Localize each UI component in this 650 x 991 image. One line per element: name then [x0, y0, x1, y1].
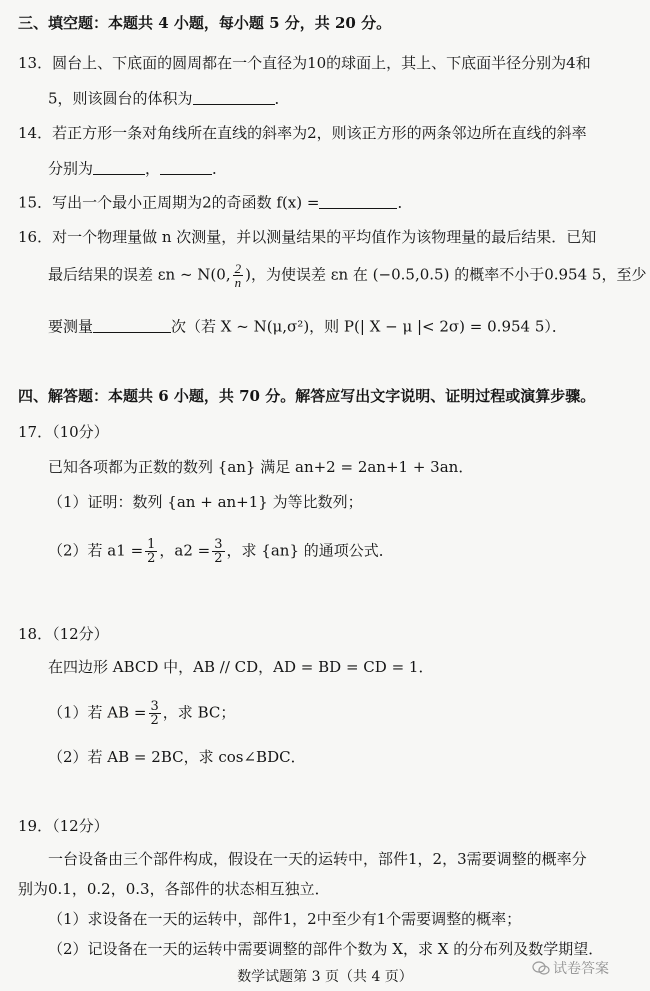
q17-header: 17．（10分）: [18, 423, 109, 441]
q19-part2: （2）记设备在一天的运转中需要调整的部件个数为 X，求 X 的分布列及数学期望．: [48, 940, 604, 958]
q18-stem: 在四边形 ABCD 中，AB // CD，AD = BD = CD = 1．: [48, 658, 434, 676]
q15-answer-blank: [319, 193, 397, 209]
q18-fraction-numerator: 3: [150, 699, 159, 714]
q14-answer-blank-1: [93, 159, 145, 175]
watermark-text: 试卷答案: [553, 961, 609, 977]
q17-part1: （1）证明：数列 {an + an+1} 为等比数列；: [48, 493, 363, 511]
q14-answer-blank-2: [160, 159, 212, 175]
section4-heading: 四、解答题：本题共 6 小题，共 70 分。解答应写出文字说明、证明过程或演算步骤。: [18, 387, 596, 405]
q16-line1: 16．对一个物理量做 n 次测量，并以测量结果的平均值作为该物理量的最后结果．已知: [18, 228, 597, 246]
q19-stem-line2: 别为0.1，0.2，0.3，各部件的状态相互独立．: [18, 880, 330, 898]
q17-part2-text-b: ，a2 =: [159, 541, 211, 560]
q17-fraction-a1-denominator: 2: [147, 551, 156, 566]
q13-line2-text: 5，则该圆台的体积为: [48, 89, 193, 108]
q18-part1-text-b: ，求 BC；: [162, 703, 236, 722]
q17-part2: [48, 538, 394, 565]
wechat-icon: [532, 961, 550, 975]
q14-line1: 14．若正方形一条对角线所在直线的斜率为2，则该正方形的两条邻边所在直线的斜率: [18, 124, 587, 142]
q15-line: [18, 193, 412, 212]
q18-part1: [48, 700, 235, 727]
q16-fraction-numerator: 2: [234, 261, 242, 276]
q19-header: 19．（12分）: [18, 817, 109, 835]
q18-part1-text-a: （1）若 AB =: [48, 703, 147, 722]
q16-line2-text-b: )，为使误差 εn 在 (−0.5,0.5) 的概率不小于0.954 5，至少: [245, 265, 647, 284]
q17-fraction-a1: [145, 538, 157, 565]
q16-answer-blank: [93, 317, 171, 333]
q19-part1: （1）求设备在一天的运转中，部件1，2中至少有1个需要调整的概率；: [48, 910, 522, 928]
q18-part2: （2）若 AB = 2BC，求 cos∠BDC．: [48, 748, 306, 766]
q14-comma: ，: [145, 159, 161, 178]
q17-fraction-a1-numerator: 1: [147, 537, 156, 552]
q13-line2: [48, 89, 290, 108]
q14-line2-text: 分别为: [48, 159, 94, 178]
q16-line3-text-b: 次（若 X ~ N(μ,σ²)，则 P(| X − μ |< 2σ) = 0.954 5）．: [171, 317, 567, 336]
q16-fraction-denominator: n: [234, 275, 242, 290]
q15-text: 15．写出一个最小正周期为2的奇函数 f(x) =: [18, 193, 320, 212]
q16-line2: [48, 262, 646, 289]
section3-heading: 三、填空题：本题共 4 小题，每小题 5 分，共 20 分。: [18, 14, 392, 32]
q14-line2-end: ．: [212, 159, 228, 178]
q16-fraction: [233, 262, 244, 289]
page-footer: 数学试题第 3 页（共 4 页）: [237, 969, 413, 985]
q14-line2: [48, 159, 227, 178]
q18-fraction-denominator: 2: [150, 713, 159, 728]
q13-line2-end: ．: [274, 89, 290, 108]
q17-fraction-a2-denominator: 2: [214, 551, 223, 566]
q18-fraction: [149, 700, 161, 727]
q13-answer-blank: [193, 89, 275, 105]
q16-line3-text-a: 要测量: [48, 317, 94, 336]
watermark: [532, 958, 609, 978]
q19-stem-line1: 一台设备由三个部件构成，假设在一天的运转中，部件1，2，3需要调整的概率分: [48, 850, 587, 868]
q17-fraction-a2-numerator: 3: [214, 537, 223, 552]
q16-line2-text-a: 最后结果的误差 εn ~ N(0,: [48, 265, 231, 284]
q17-part2-text-a: （2）若 a1 =: [48, 541, 144, 560]
q13-line1: 13．圆台上、下底面的圆周都在一个直径为10的球面上，其上、下底面半径分别为4和: [18, 54, 591, 72]
q15-end: ．: [397, 193, 413, 212]
q16-line3: [48, 317, 567, 336]
q18-header: 18．（12分）: [18, 625, 109, 643]
q17-stem: 已知各项都为正数的数列 {an} 满足 an+2 = 2an+1 + 3an．: [48, 458, 474, 476]
q17-part2-text-c: ，求 {an} 的通项公式．: [226, 541, 394, 560]
q17-fraction-a2: [212, 538, 224, 565]
